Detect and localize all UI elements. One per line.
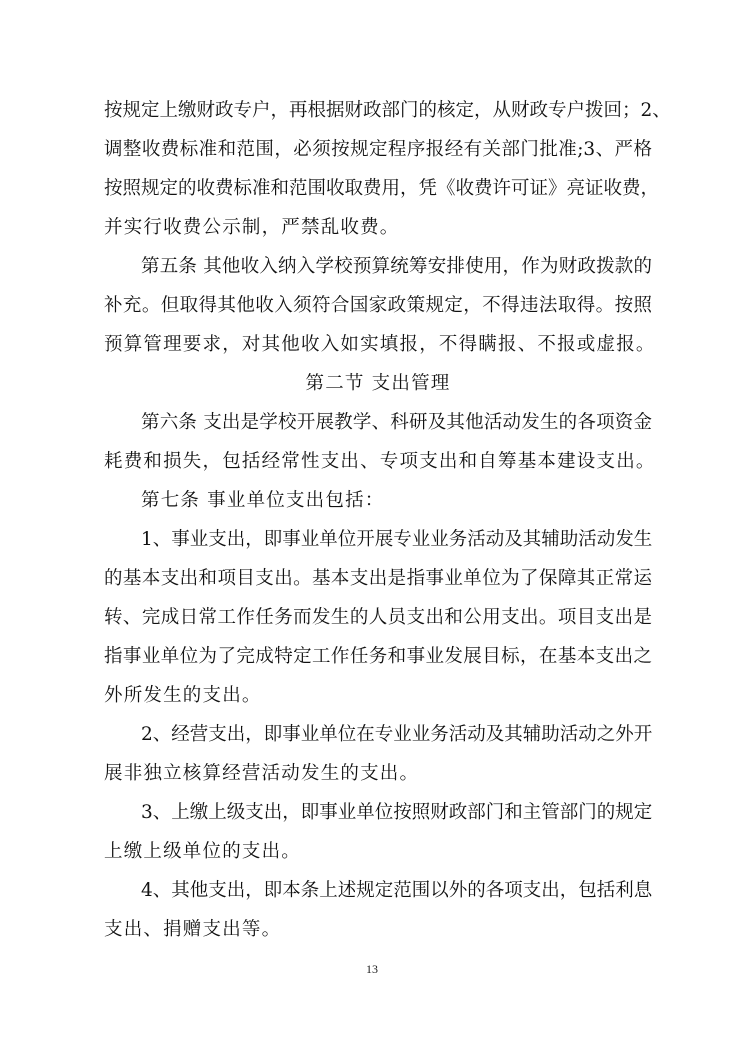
paragraph-line: 的基本支出和项目支出。基本支出是指事业单位为了保障其正常运 — [104, 568, 652, 589]
paragraph-line: 展非独立核算经营活动发生的支出。 — [104, 763, 420, 784]
item-2-first-line: 2、经营支出，即事业单位在专业业务活动及其辅助活动之外开 — [141, 724, 653, 745]
paragraph-line: 并实行收费公示制，严禁乱收费。 — [104, 217, 400, 238]
article-6-first-line: 第六条 支出是学校开展教学、科研及其他活动发生的各项资金 — [141, 412, 652, 433]
article-5-first-line: 第五条 其他收入纳入学校预算统筹安排使用，作为财政拨款的 — [141, 256, 652, 277]
page-number: 13 — [366, 962, 378, 976]
item-1-first-line: 1、事业支出，即事业单位开展专业业务活动及其辅助活动发生 — [141, 529, 653, 550]
paragraph-line: 预算管理要求，对其他收入如实填报，不得瞒报、不报或虚报。 — [104, 334, 656, 355]
paragraph-line: 调整收费标准和范围，必须按规定程序报经有关部门批准;3、严格 — [104, 139, 652, 160]
paragraph-line: 按照规定的收费标准和范围收取费用，凭《收费许可证》亮证收费， — [104, 178, 660, 199]
item-4-first-line: 4、其他支出，即本条上述规定范围以外的各项支出，包括利息 — [141, 880, 653, 901]
paragraph-line: 按规定上缴财政专户，再根据财政部门的核定，从财政专户拨回；2、 — [104, 100, 671, 121]
paragraph-line: 补充。但取得其他收入须符合国家政策规定，不得违法取得。按照 — [104, 295, 652, 316]
paragraph-line: 上缴上级单位的支出。 — [104, 841, 302, 862]
paragraph-line: 转、完成日常工作任务而发生的人员支出和公用支出。项目支出是 — [104, 607, 652, 628]
paragraph-line: 指事业单位为了完成特定工作任务和事业发展目标，在基本支出之 — [104, 646, 652, 667]
paragraph-line: 支出、捐赠支出等。 — [104, 919, 282, 940]
item-3-first-line: 3、上缴上级支出，即事业单位按照财政部门和主管部门的规定 — [141, 802, 653, 823]
article-7-heading: 第七条 事业单位支出包括： — [141, 490, 385, 511]
section-heading: 第二节 支出管理 — [305, 373, 451, 394]
paragraph-line: 外所发生的支出。 — [104, 685, 262, 706]
paragraph-line: 耗费和损失，包括经常性支出、专项支出和自筹基本建设支出。 — [104, 451, 656, 472]
